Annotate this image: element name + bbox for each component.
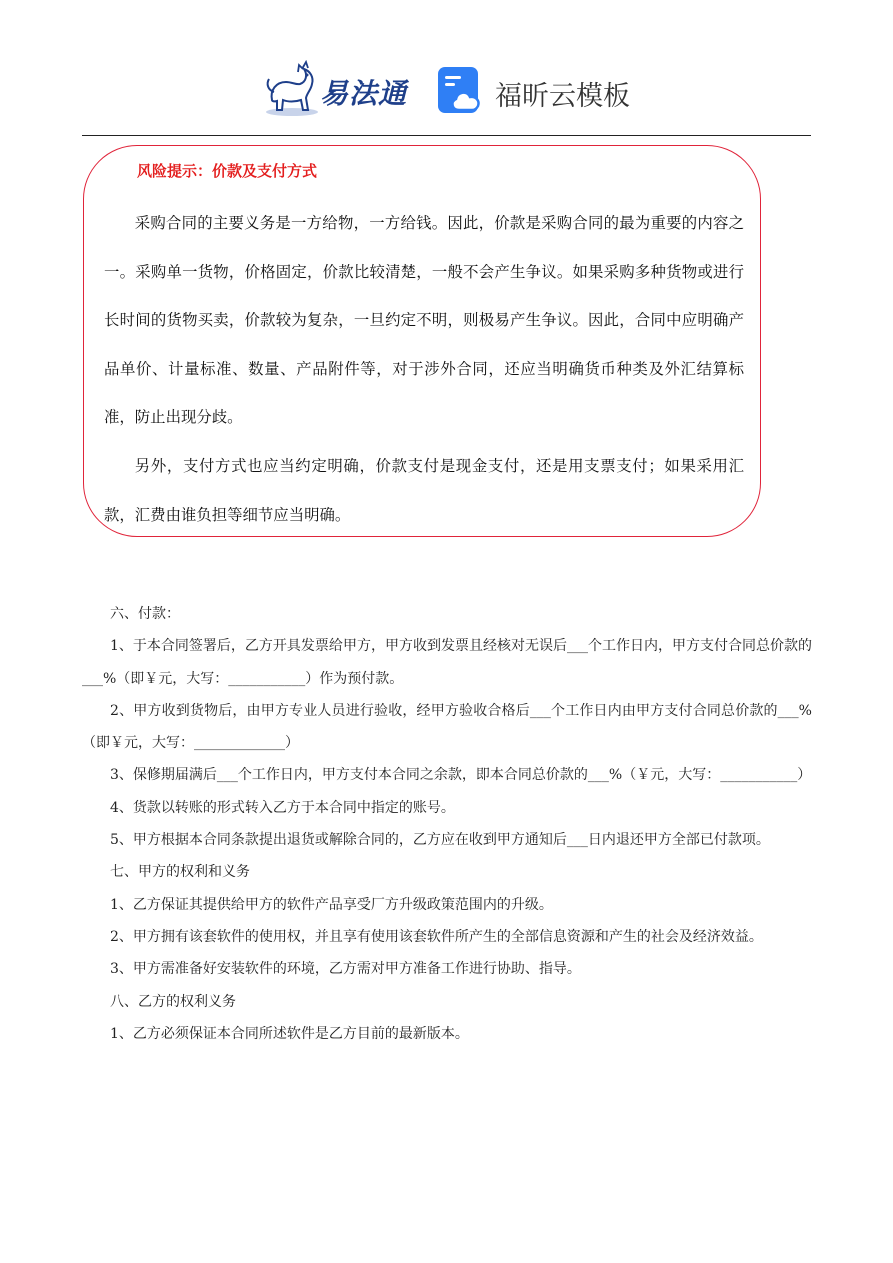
section-heading-party-a: 七、甲方的权利和义务 (110, 864, 250, 881)
clause-paragraph: 2、甲方收到货物后，由甲方专业人员进行验收，经甲方验收合格后___个工作日内由甲方支付合同总价款的___%（即￥元，大写：_____________） (82, 702, 812, 752)
fuxin-template-logo-text: 福昕云模板 (495, 81, 630, 112)
clause-paragraph: 5、甲方根据本合同条款提出退货或解除合同的，乙方应在收到甲方通知后___日内退还甲方全部已付款项。 (110, 832, 770, 849)
section-heading-party-b: 八、乙方的权利义务 (110, 993, 236, 1010)
yifatong-logo (262, 60, 412, 120)
fuxin-template-logo (437, 66, 637, 118)
clause-paragraph: 1、乙方必须保证本合同所述软件是乙方目前的最新版本。 (110, 1025, 469, 1042)
clause-paragraph: 1、于本合同签署后，乙方开具发票给甲方，甲方收到发票且经核对无误后___个工作日内，甲方支付合同总价款的___%（即￥元，大写：___________）作为预付款。 (82, 638, 812, 687)
clause-paragraph: 3、甲方需准备好安装软件的环境，乙方需对甲方准备工作进行协助、指导。 (110, 961, 581, 978)
qilin-emblem-icon (262, 60, 322, 118)
clause-paragraph: 4、货款以转账的形式转入乙方于本合同中指定的账号。 (110, 799, 455, 816)
risk-paragraph: 采购合同的主要义务是一方给物，一方给钱。因此，价款是采购合同的最为重要的内容之一。采购单一货物，价格固定，价款比较清楚，一般不会产生争议。如果采购多种货物或进行长时间的货物买卖，价款较为复杂，一旦约定不明，则极易产生争议。因此，合同中应明确产品单价、计量标准、数量、产品附件等，对于涉外合同，还应当明确货币种类及外汇结算标准，防止出现分歧。 (104, 214, 744, 427)
cloud-doc-icon (437, 66, 487, 116)
yifatong-logo-text: 易法通 (320, 77, 408, 110)
header-divider (82, 135, 811, 136)
clause-paragraph: 3、保修期届满后___个工作日内，甲方支付本合同之余款，即本合同总价款的___%（￥元，大写：___________） (110, 767, 812, 784)
clause-paragraph: 1、乙方保证其提供给甲方的软件产品享受厂方升级政策范围内的升级。 (110, 896, 553, 913)
page-header (0, 0, 893, 136)
risk-paragraph: 另外，支付方式也应当约定明确，价款支付是现金支付，还是用支票支付；如果采用汇款，汇费由谁负担等细节应当明确。 (104, 456, 744, 524)
risk-notice-title: 风险提示：价款及支付方式 (137, 162, 318, 180)
contract-clauses (82, 598, 812, 1050)
section-heading-payment: 六、付款： (110, 606, 180, 622)
risk-notice-body (104, 199, 744, 539)
clause-paragraph: 2、甲方拥有该套软件的使用权，并且享有使用该套软件所产生的全部信息资源和产生的社会及经济效益。 (110, 928, 763, 945)
